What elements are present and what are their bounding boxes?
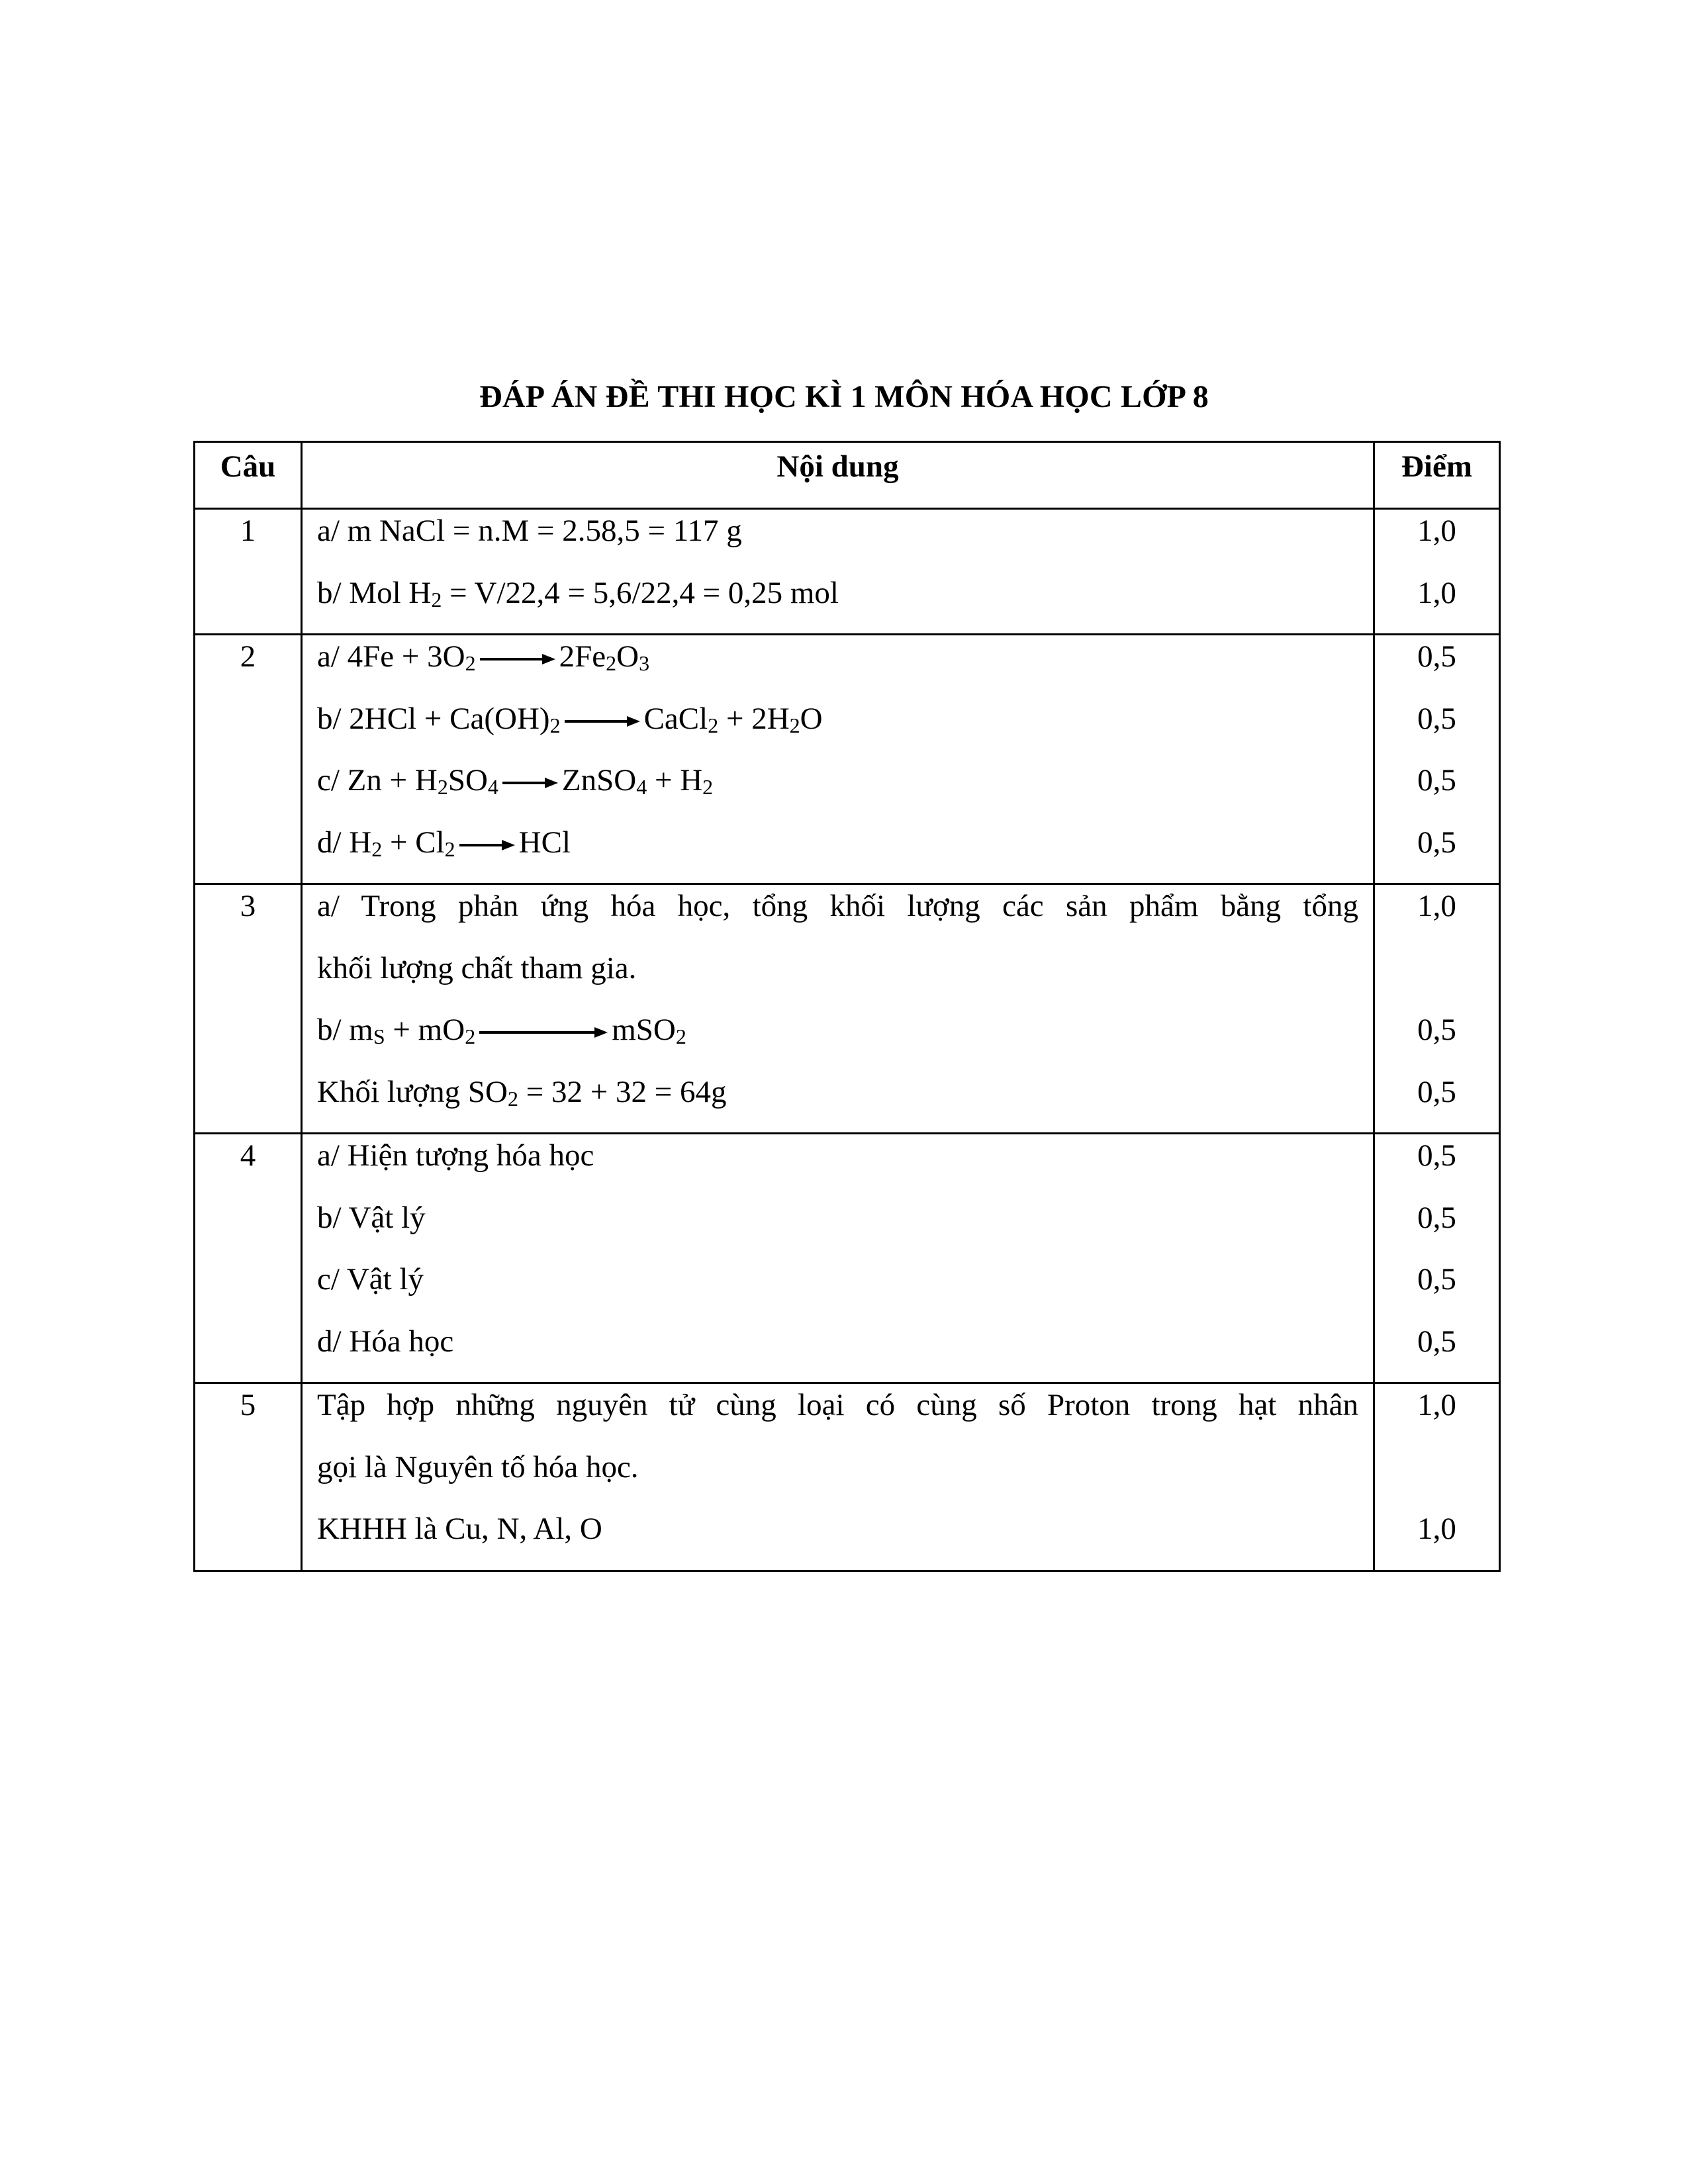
answer-line: a/ m NaCl = n.M = 2.58,5 = 117 g	[317, 514, 742, 548]
table-row-q1	[195, 509, 1500, 635]
question-number	[195, 1134, 302, 1383]
reaction-arrow-icon	[501, 776, 559, 790]
score-value: 1,0	[1417, 889, 1456, 923]
equation-line: b/ $m_S + mO_2$ mSO$_2$	[317, 1013, 686, 1048]
content-cell	[302, 635, 1374, 884]
equation-line: a/ $4Fe + 3O_2$ $2Fe_2O_3$	[317, 639, 650, 675]
answer-line: Khối lượng $SO_2 = 32 + 32 = 64g$	[317, 1074, 727, 1111]
score-value: 1,0	[1417, 575, 1456, 610]
score-value: 0,5	[1417, 1262, 1456, 1297]
content-cell	[302, 1383, 1374, 1571]
answer-line: a/ Trong phản ứng hóa học, tổng khối lượng các sản phẩm bằng tổng	[317, 889, 1358, 923]
table-row-q3	[195, 884, 1500, 1134]
answer-line: KHHH là Cu, N, Al, O	[317, 1512, 602, 1546]
header-question: Câu	[195, 442, 302, 509]
question-number-text: 1	[240, 514, 256, 548]
content-cell	[302, 509, 1374, 635]
score-value: 1,0	[1417, 1512, 1456, 1546]
answer-table	[193, 441, 1501, 1572]
table-row-q2	[195, 635, 1500, 884]
content-cell	[302, 1134, 1374, 1383]
score-cell	[1374, 509, 1500, 635]
table-row-q5	[195, 1383, 1500, 1571]
score-value: 0,5	[1417, 639, 1456, 674]
equation-line: b/ $2HCl + Ca(OH)_2$ CaCl$_2$ + $2H_2O$	[317, 701, 823, 737]
answer-line: khối lượng chất tham gia.	[317, 950, 637, 985]
question-number-text: 3	[240, 889, 256, 923]
page-title: ĐÁP ÁN ĐỀ THI HỌC KÌ 1 MÔN HÓA HỌC LỚP 8	[479, 379, 1209, 414]
score-cell	[1374, 884, 1500, 1134]
score-spacer	[1375, 947, 1499, 1009]
reaction-arrow-icon	[478, 1026, 609, 1039]
answer-line: b/ Mol $H_2 = V/22,4 = 5,6/22,4 = 0,25$ mol	[317, 575, 839, 612]
table-header-row	[195, 442, 1500, 509]
reaction-arrow-icon	[458, 839, 516, 852]
score-cell	[1374, 1134, 1500, 1383]
score-value: 1,0	[1417, 1388, 1456, 1422]
score-value: 0,5	[1417, 1324, 1456, 1359]
question-number-text: 4	[240, 1138, 256, 1173]
answer-line: c/ Vật lý	[317, 1262, 424, 1297]
score-cell	[1374, 635, 1500, 884]
score-cell	[1374, 1383, 1500, 1571]
score-value: 0,5	[1417, 1138, 1456, 1173]
score-value: 1,0	[1417, 514, 1456, 548]
answer-line: Tập hợp những nguyên tử cùng loại có cùng số Proton trong hạt nhân	[317, 1388, 1358, 1422]
question-number	[195, 635, 302, 884]
question-number	[195, 509, 302, 635]
reaction-arrow-icon	[479, 653, 557, 666]
reaction-arrow-icon	[563, 715, 641, 728]
question-number	[195, 1383, 302, 1571]
answer-line: b/ Vật lý	[317, 1200, 426, 1235]
score-value: 0,5	[1417, 1074, 1456, 1109]
answer-line: gọi là Nguyên tố hóa học.	[317, 1449, 639, 1484]
answer-line: a/ Hiện tượng hóa học	[317, 1138, 594, 1173]
question-number	[195, 884, 302, 1134]
table-row-q4	[195, 1134, 1500, 1383]
header-content: Nội dung	[302, 442, 1374, 509]
equation-line: c/ $Zn + H_2SO_4$ ZnSO$_4$ + $H_2$	[317, 763, 714, 799]
question-number-text: 5	[240, 1388, 256, 1422]
content-cell	[302, 884, 1374, 1134]
score-value: 0,5	[1417, 825, 1456, 860]
score-value: 0,5	[1417, 701, 1456, 736]
header-score: Điểm	[1374, 442, 1500, 509]
equation-line: d/ $H_2 + Cl_2$ HCl	[317, 825, 571, 861]
answer-line: d/ Hóa học	[317, 1324, 454, 1359]
score-value: 0,5	[1417, 763, 1456, 797]
score-spacer	[1375, 1446, 1499, 1508]
score-value: 0,5	[1417, 1200, 1456, 1235]
question-number-text: 2	[240, 639, 256, 674]
score-value: 0,5	[1417, 1013, 1456, 1047]
